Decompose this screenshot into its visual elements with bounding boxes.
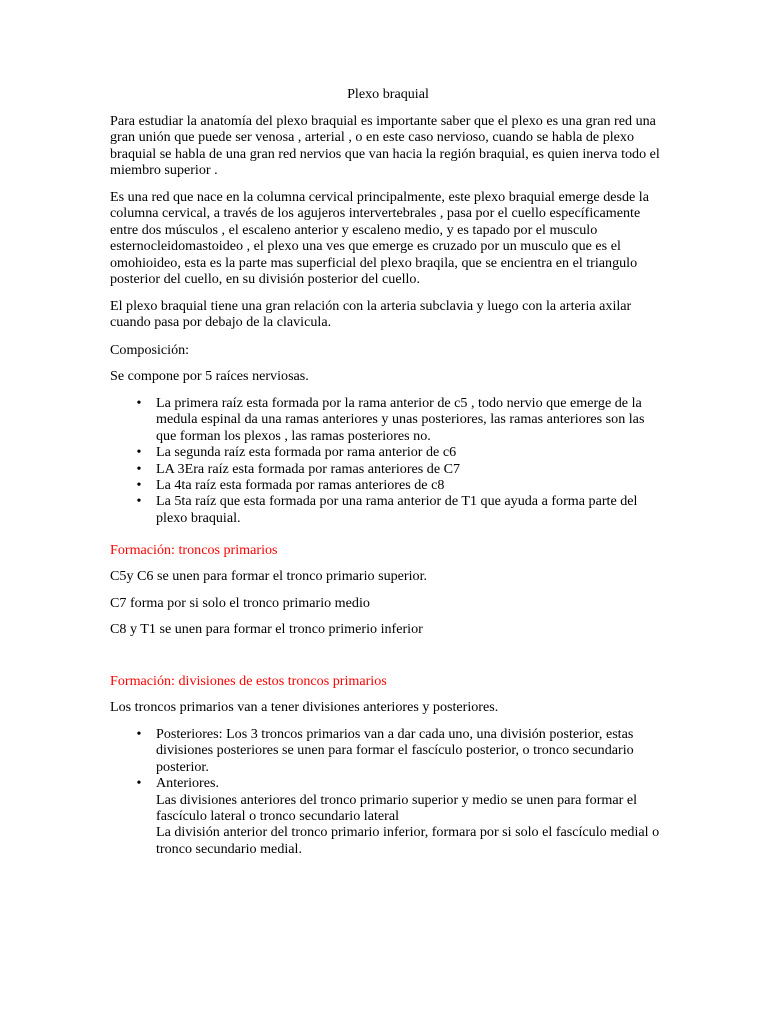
composition-label: Composición: (110, 342, 190, 358)
bullet-icon: • (136, 493, 142, 510)
tronco-medio-text: C7 forma por si solo el tronco primario medio (110, 595, 370, 611)
list-item (110, 493, 666, 526)
roots-list (110, 395, 666, 526)
heading-divisiones: Formación: divisiones de estos troncos primarios (110, 673, 387, 689)
relation-paragraph: El plexo braquial tiene una gran relación con la arteria subclavia y luego con la arteria axilar cuando pasa por debajo de la clavicula. (110, 298, 632, 331)
bullet-icon: • (136, 726, 142, 742)
heading-troncos-primarios: Formación: troncos primarios (110, 542, 278, 558)
divisiones-list (110, 726, 666, 857)
tronco-inferior-text: C8 y T1 se unen para formar el tronco primerio inferior (110, 621, 423, 637)
posteriores-text: Posteriores: Los 3 troncos primarios van a dar cada uno, una división posterior, estas divisiones posteriores se unen para formar el fascículo posterior, o tronco secundario posterior. (156, 726, 634, 775)
composition-intro: Se compone por 5 raíces nerviosas. (110, 368, 309, 384)
bullet-icon: • (136, 477, 142, 494)
origin-paragraph: Es una red que nace en la columna cervical principalmente, este plexo braquial emerge desde la columna cervical, a través de los agujeros intervertebrales , pasa por el cuello específicamente entre dos músculos , el escaleno anterior y escaleno medio, y es tapado por el musculo esternocleidomastoideo , el plexo una ves que emerge es cruzado por un musculo que es el omohioideo, esta es la parte mas superficial del plexo braqila, que se encientra en el triangulo posterior del cuello, en su división posterior del cuello. (110, 189, 649, 288)
list-item (110, 461, 666, 477)
bullet-icon: • (136, 460, 142, 477)
bullet-icon: • (136, 395, 142, 411)
anteriores-medial-text: La división anterior del tronco primario inferior, formara por si solo el fascículo medial o tronco secundario medial. (156, 824, 660, 857)
bullet-icon: • (136, 775, 142, 792)
list-item (110, 444, 666, 460)
anteriores-label: Anteriores. (156, 775, 220, 792)
root-text: La 4ta raíz esta formada por ramas anteriores de c8 (156, 477, 445, 494)
document-title: Plexo braquial (347, 86, 429, 102)
list-item (110, 395, 666, 444)
root-text: La primera raíz esta formada por la rama anterior de c5 , todo nervio que emerge de la medula espinal da una ramas anteriores y unas posteriores, las ramas anteriores son las que forman los plexos , las ramas posteriores no. (156, 395, 645, 444)
list-item (110, 726, 666, 775)
root-text: La segunda raíz esta formada por rama anterior de c6 (156, 444, 457, 461)
divisiones-intro: Los troncos primarios van a tener divisiones anteriores y posteriores. (110, 699, 499, 715)
list-item (110, 477, 666, 493)
root-text: LA 3Era raíz esta formada por ramas anteriores de C7 (156, 460, 461, 477)
anteriores-lateral-text: Las divisiones anteriores del tronco primario superior y medio se unen para formar el fascículo lateral o tronco secundario lateral (156, 791, 637, 825)
list-item (110, 775, 666, 857)
intro-paragraph: Para estudiar la anatomía del plexo braquial es importante saber que el plexo es una gran red una gran unión que puede ser venosa , arterial , o en este caso nervioso, cuando se habla de plexo braquial se habla de una gran red nervios que van hacia la región braquial, es quien inerva todo el miembro superior . (110, 113, 660, 179)
tronco-superior-text: C5y C6 se unen para formar el tronco primario superior. (110, 568, 428, 584)
root-text: La 5ta raíz que esta formada por una rama anterior de T1 que ayuda a forma parte del plexo braquial. (156, 493, 638, 526)
bullet-icon: • (136, 444, 142, 461)
